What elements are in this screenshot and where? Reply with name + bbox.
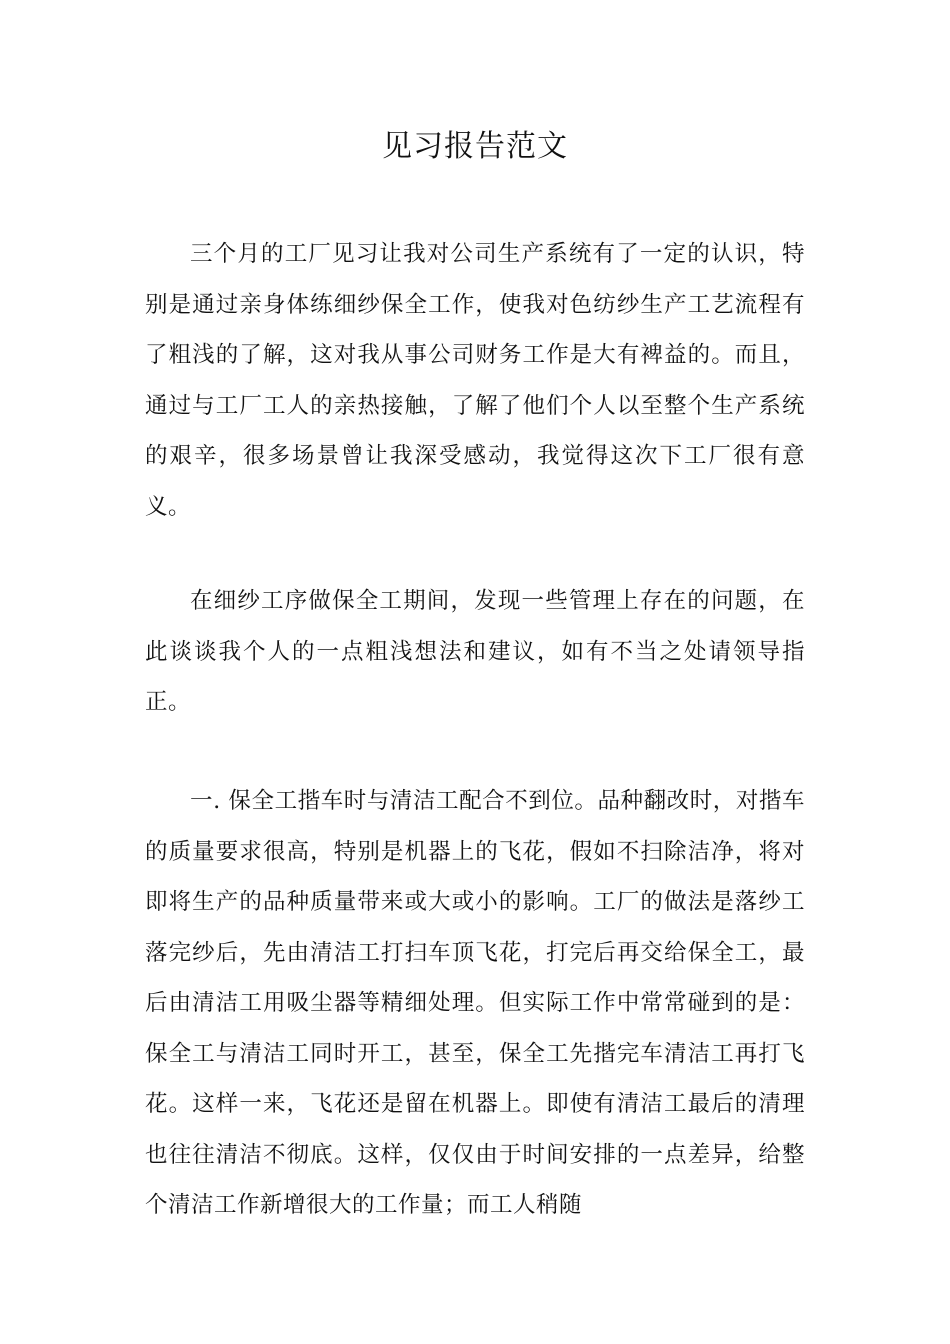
- document-title: 见习报告范文: [382, 129, 568, 164]
- paragraph-1: 三个月的工厂见习让我对公司生产系统有了一定的认识，特别是通过亲身体练细纱保全工作，使我对色纺纱生产工艺流程有了粗浅的了解，这对我从事公司财务工作是大有裨益的。而且，通过与工厂工人的亲热接触，了解了他们个人以至整个生产系统的艰辛，很多场景曾让我深受感动，我觉得这次下工厂很有意义。: [145, 241, 805, 520]
- paragraph-2: 在细纱工序做保全工期间，发现一些管理上存在的问题，在此谈谈我个人的一点粗浅想法和建议，如有不当之处请领导指正。: [145, 588, 805, 715]
- paragraph-3: 一. 保全工揩车时与清洁工配合不到位。品种翻改时，对揩车的质量要求很高，特别是机器上的飞花，假如不扫除洁净，将对即将生产的品种质量带来或大或小的影响。工厂的做法是落纱工落完纱后，先由清洁工打扫车顶飞花，打完后再交给保全工，最后由清洁工用吸尘器等精细处理。但实际工作中常常碰到的是：保全工与清洁工同时开工，甚至，保全工先揩完车清洁工再打飞花。这样一来，飞花还是留在机器上。即使有清洁工最后的清理也往往清洁不彻底。这样，仅仅由于时间安排的一点差异，给整个清洁工作新增很大的工作量；而工人稍随: [145, 788, 805, 1218]
